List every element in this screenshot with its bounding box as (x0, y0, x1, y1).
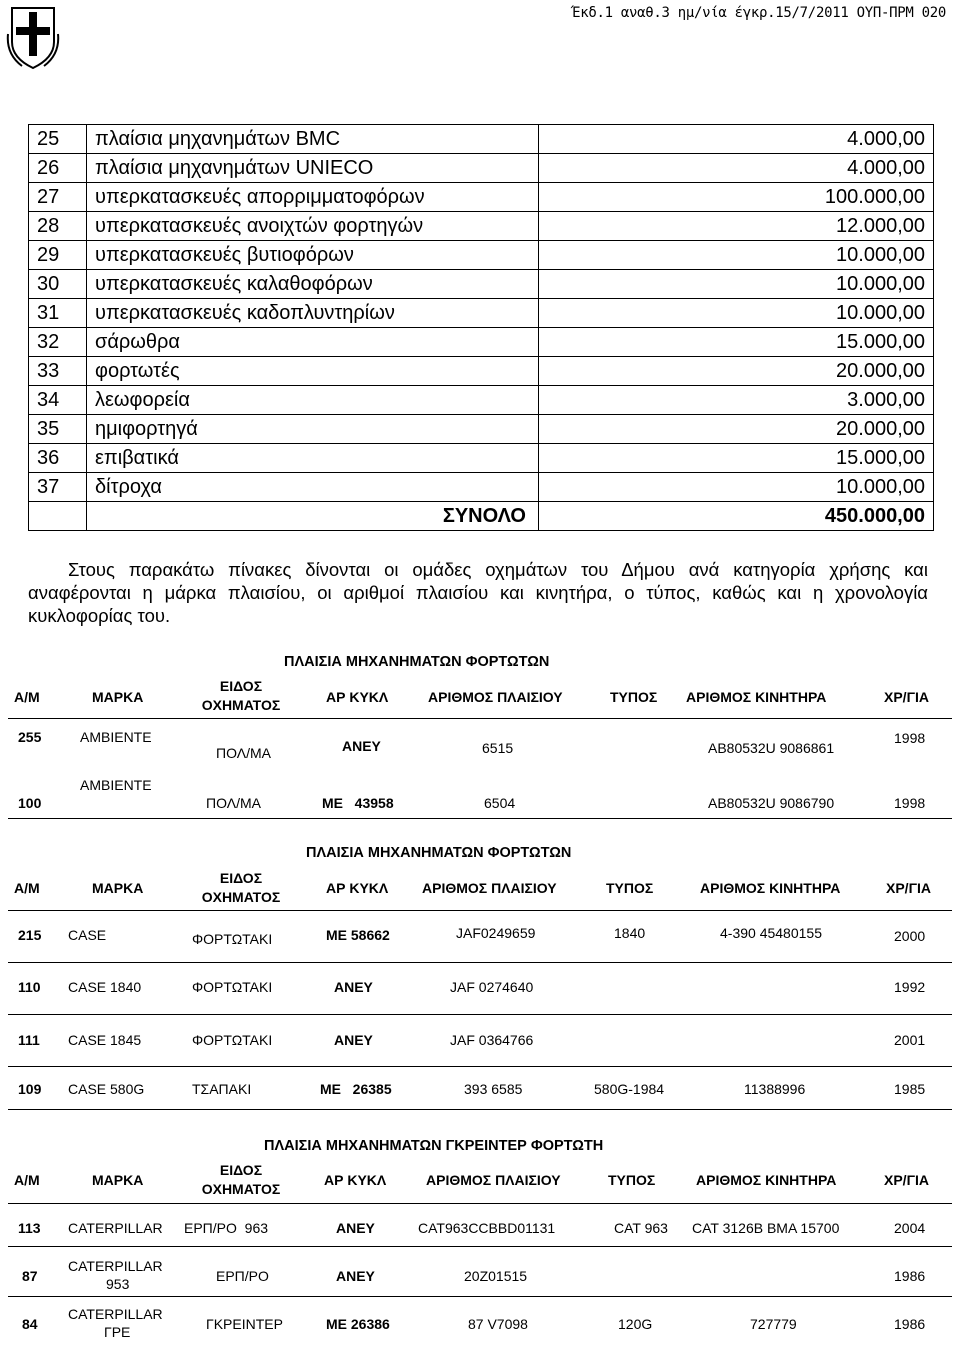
total-row (29, 502, 934, 531)
row-number: 32 (29, 328, 87, 357)
cell-am: 84 (22, 1316, 38, 1332)
row-number: 34 (29, 386, 87, 415)
row-number: 37 (29, 473, 87, 502)
cell-year: 1998 (894, 795, 926, 811)
table-row (29, 212, 934, 241)
cell-engine: 727779 (750, 1316, 797, 1332)
cell-brand: AMBIENTE (80, 729, 152, 745)
cell-kind: ΦΟΡΤΩΤΑΚΙ (192, 979, 273, 995)
cell-year: 2004 (894, 1220, 926, 1236)
col-engine: ΑΡΙΘΜΟΣ ΚΙΝΗΤΗΡΑ (686, 689, 827, 705)
cell-plate: ΑΝΕΥ (334, 979, 373, 995)
row-divider (8, 1296, 952, 1297)
row-description: πλαίσια μηχανημάτων BMC (87, 125, 539, 154)
cell-brand: CASE (68, 927, 107, 943)
row-value: 3.000,00 (539, 386, 934, 415)
col-type: ΤΥΠΟΣ (608, 1172, 656, 1188)
row-number: 29 (29, 241, 87, 270)
cell-brand: CATERPILLAR (68, 1220, 163, 1236)
col-year: ΧΡ/ΓΙΑ (884, 689, 929, 705)
row-value: 4.000,00 (539, 154, 934, 183)
col-kind-line2: ΟΧΗΜΑΤΟΣ (201, 697, 281, 713)
totals-table (28, 124, 934, 531)
col-engine: ΑΡΙΘΜΟΣ ΚΙΝΗΤΗΡΑ (696, 1172, 837, 1188)
cell-kind: ΤΣΑΠΑΚΙ (192, 1081, 252, 1097)
row-description: υπερκατασκευές ανοιχτών φορτηγών (87, 212, 539, 241)
cell-plate: ΑΝΕΥ (336, 1268, 375, 1284)
cell-year: 1992 (894, 979, 926, 995)
row-value: 10.000,00 (539, 241, 934, 270)
row-description: ημιφορτηγά (87, 415, 539, 444)
cell-type: 580G-1984 (594, 1081, 665, 1097)
cell-plate: ΜΕ 26385 (320, 1081, 392, 1097)
row-description: επιβατικά (87, 444, 539, 473)
col-brand: ΜΑΡΚΑ (92, 1172, 144, 1188)
total-value: 450.000,00 (539, 502, 934, 531)
cell-plate: ΜΕ 43958 (322, 795, 394, 811)
row-number: 26 (29, 154, 87, 183)
cell-kind: ΦΟΡΤΩΤΑΚΙ (192, 931, 273, 947)
row-value: 4.000,00 (539, 125, 934, 154)
row-divider (8, 1066, 952, 1067)
cell-am: 113 (18, 1220, 41, 1236)
row-description: υπερκατασκευές καλαθοφόρων (87, 270, 539, 299)
row-number: 30 (29, 270, 87, 299)
row-description: υπερκατασκευές βυτιοφόρων (87, 241, 539, 270)
col-chassis: ΑΡΙΘΜΟΣ ΠΛΑΙΣΙΟΥ (426, 1172, 561, 1188)
col-type: ΤΥΠΟΣ (606, 880, 654, 896)
row-number: 31 (29, 299, 87, 328)
header-divider (8, 1203, 952, 1204)
table-row (29, 270, 934, 299)
table-row (29, 328, 934, 357)
row-value: 20.000,00 (539, 415, 934, 444)
cell-am: 111 (18, 1032, 40, 1048)
cell-engine: AB80532U 9086861 (708, 740, 835, 756)
cell-brand-line1: CATERPILLAR (68, 1258, 163, 1274)
col-year: ΧΡ/ΓΙΑ (884, 1172, 929, 1188)
table-row (29, 241, 934, 270)
cell-plate: ΑΝΕΥ (334, 1032, 373, 1048)
cell-chassis: CAT963CCBBD01131 (418, 1220, 556, 1236)
cell-plate: ΜΕ 26386 (326, 1316, 390, 1332)
table-row (29, 386, 934, 415)
row-value: 100.000,00 (539, 183, 934, 212)
greek-state-emblem-icon (6, 4, 60, 72)
cell-brand: CASE 1840 (68, 979, 142, 995)
col-chassis: ΑΡΙΘΜΟΣ ΠΛΑΙΣΙΟΥ (422, 880, 557, 896)
cell-year: 1986 (894, 1268, 926, 1284)
cell-am: 110 (18, 979, 41, 995)
row-number: 25 (29, 125, 87, 154)
cell-type: 1840 (614, 925, 646, 941)
cell-chassis: 6515 (482, 740, 514, 756)
cell-type: CAT 963 (614, 1220, 668, 1236)
col-kind-line1: ΕΙΔΟΣ (219, 1162, 263, 1178)
table-row (29, 357, 934, 386)
cell-year: 1986 (894, 1316, 926, 1332)
col-kind-line1: ΕΙΔΟΣ (219, 678, 263, 694)
row-description: πλαίσια μηχανημάτων UNIECO (87, 154, 539, 183)
cell-type: 120G (618, 1316, 653, 1332)
row-divider (8, 818, 952, 819)
col-kind-line2: ΟΧΗΜΑΤΟΣ (201, 889, 281, 905)
row-number: 28 (29, 212, 87, 241)
cell-chassis: 87 V7098 (468, 1316, 528, 1332)
total-spacer (29, 502, 87, 531)
row-divider (8, 1246, 952, 1247)
row-value: 10.000,00 (539, 299, 934, 328)
col-kind-line1: ΕΙΔΟΣ (219, 870, 263, 886)
table-row (29, 444, 934, 473)
section-title: ΠΛΑΙΣΙΑ ΜΗΧΑΝΗΜΑΤΩΝ ΦΟΡΤΩΤΩΝ (306, 845, 572, 861)
cell-am: 87 (22, 1268, 38, 1284)
cell-plate: ΑΝΕΥ (342, 738, 381, 754)
cell-kind: ΕΡΠ/ΡΟ (216, 1268, 269, 1284)
intro-paragraph: Στους παρακάτω πίνακες δίνονται οι ομάδες οχημάτων του Δήμου ανά κατηγορία χρήσης και αναφέρονται η μάρκα πλαισίου, οι αριθμοί πλαισίου και κινητήρα, ο τύπος, καθώς και η χρονολογία κυκλοφορίας του. (28, 559, 928, 626)
cell-chassis: 393 6585 (464, 1081, 523, 1097)
cell-engine: AB80532U 9086790 (708, 795, 835, 811)
cell-engine: CAT 3126B BMA 15700 (692, 1220, 840, 1236)
cell-brand: AMBIENTE (80, 777, 152, 793)
cell-am: 109 (18, 1081, 42, 1097)
cell-brand: CASE 580G (68, 1081, 145, 1097)
total-label: ΣΥΝΟΛΟ (87, 502, 539, 531)
cell-kind: ΓΚΡΕΙΝΤΕΡ (206, 1316, 283, 1332)
cell-plate: ΜΕ 58662 (326, 927, 390, 943)
col-type: ΤΥΠΟΣ (610, 689, 658, 705)
cell-brand-line1: CATERPILLAR (68, 1306, 163, 1322)
cell-am: 255 (18, 729, 42, 745)
cell-brand-line2: 953 (106, 1276, 130, 1292)
cell-year: 2000 (894, 928, 926, 944)
cell-am: 100 (18, 795, 42, 811)
cell-am: 215 (18, 927, 42, 943)
cell-chassis: JAF0249659 (456, 925, 536, 941)
cell-brand-line2: ΓΡΕ (104, 1324, 131, 1340)
table-row (29, 299, 934, 328)
form-code: Έκδ.1 αναθ.3 ημ/νία έγκρ.15/7/2011 ΟΥΠ-ΠΡΜ 020 (572, 5, 946, 21)
row-divider (8, 962, 952, 963)
cell-plate: ΑΝΕΥ (336, 1220, 375, 1236)
row-number: 27 (29, 183, 87, 212)
col-am: Α/Μ (14, 1172, 40, 1188)
row-description: υπερκατασκευές καδοπλυντηρίων (87, 299, 539, 328)
cell-chassis: 20Z01515 (464, 1268, 528, 1284)
row-description: σάρωθρα (87, 328, 539, 357)
row-number: 35 (29, 415, 87, 444)
row-description: δίτροχα (87, 473, 539, 502)
col-kind-line2: ΟΧΗΜΑΤΟΣ (201, 1181, 281, 1197)
cell-year: 1998 (894, 730, 926, 746)
header-divider (8, 910, 952, 911)
cell-kind: ΠΟΛ/ΜΑ (216, 745, 271, 761)
row-number: 33 (29, 357, 87, 386)
cell-chassis: JAF 0364766 (450, 1032, 534, 1048)
col-am: Α/Μ (14, 689, 40, 705)
cell-chassis: 6504 (484, 795, 516, 811)
col-chassis: ΑΡΙΘΜΟΣ ΠΛΑΙΣΙΟΥ (428, 689, 563, 705)
table-row (29, 183, 934, 212)
col-brand: ΜΑΡΚΑ (92, 880, 144, 896)
cell-kind: ΦΟΡΤΩΤΑΚΙ (192, 1032, 273, 1048)
table-row (29, 125, 934, 154)
col-brand: ΜΑΡΚΑ (92, 689, 144, 705)
cell-chassis: JAF 0274640 (450, 979, 534, 995)
cell-brand: CASE 1845 (68, 1032, 142, 1048)
row-value: 12.000,00 (539, 212, 934, 241)
cell-kind: ΕΡΠ/ΡΟ 963 (184, 1220, 269, 1236)
col-engine: ΑΡΙΘΜΟΣ ΚΙΝΗΤΗΡΑ (700, 880, 841, 896)
row-divider (8, 1109, 952, 1110)
col-plate: ΑΡ ΚΥΚΛ (326, 689, 389, 705)
cell-engine: 11388996 (744, 1081, 806, 1097)
section-title: ΠΛΑΙΣΙΑ ΜΗΧΑΝΗΜΑΤΩΝ ΓΚΡΕΙΝΤΕΡ ΦΟΡΤΩΤΗ (264, 1138, 604, 1154)
col-plate: ΑΡ ΚΥΚΛ (324, 1172, 387, 1188)
row-description: φορτωτές (87, 357, 539, 386)
row-value: 20.000,00 (539, 357, 934, 386)
row-value: 10.000,00 (539, 270, 934, 299)
cell-engine: 4-390 45480155 (720, 925, 822, 941)
section-title: ΠΛΑΙΣΙΑ ΜΗΧΑΝΗΜΑΤΩΝ ΦΟΡΤΩΤΩΝ (284, 654, 550, 670)
row-value: 10.000,00 (539, 473, 934, 502)
table-row (29, 154, 934, 183)
row-description: υπερκατασκευές απορριμματοφόρων (87, 183, 539, 212)
col-plate: ΑΡ ΚΥΚΛ (326, 880, 389, 896)
row-value: 15.000,00 (539, 328, 934, 357)
row-divider (8, 1014, 952, 1015)
table-row (29, 473, 934, 502)
cell-year: 1985 (894, 1081, 926, 1097)
cell-kind: ΠΟΛ/ΜΑ (206, 795, 261, 811)
col-am: Α/Μ (14, 880, 40, 896)
table-row (29, 415, 934, 444)
row-number: 36 (29, 444, 87, 473)
row-description: λεωφορεία (87, 386, 539, 415)
col-year: ΧΡ/ΓΙΑ (886, 880, 931, 896)
cell-year: 2001 (894, 1032, 926, 1048)
row-value: 15.000,00 (539, 444, 934, 473)
header-divider (8, 718, 952, 719)
